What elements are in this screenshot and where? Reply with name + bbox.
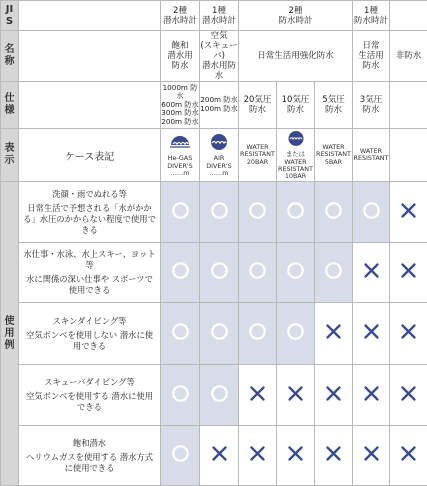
name-blank [19,31,161,82]
cell-text-line: 200m 防水 [161,117,198,126]
usage-row-3 [1,303,427,365]
cross-mark-icon [249,385,266,402]
circle-mark-icon [287,202,304,219]
mark-cell [239,303,277,365]
usage-desc-2: 水仕事・水泳、水上スキー、ヨット等 水に関係の深い仕事や スポーツで使用できる [19,243,161,303]
mark-cell [161,303,200,365]
mark-cell [390,243,427,303]
cross-mark-icon [400,445,417,462]
name-col-2 [200,31,239,82]
circle-mark-icon [325,262,342,279]
cell-text-line: 3気圧 [360,95,382,105]
usage-desc-3: スキンダイビング等 空気ボンベを使用しない 潜水に使用できる [19,303,161,365]
cell-text-line: 防水 [362,61,379,71]
name-col-6 [353,31,390,82]
display-label: 表示 [1,129,19,182]
mark-cell [239,426,277,486]
cell-text-line: 防水 [362,105,379,115]
mark-cell [200,243,239,303]
cross-mark-icon [325,445,342,462]
cell-text-line: 飽和 [171,41,188,51]
mark-cell [353,426,390,486]
mark-cell [200,182,239,243]
cell-text-line: 10気圧 [282,95,310,105]
mark-cell [315,243,353,303]
cell-text-line: 100m 防水 [200,104,237,113]
cell-text-line: RESISTANT [316,150,351,158]
helium-diver-icon [161,133,199,155]
icon-col-7 [390,129,427,182]
name-col-3 [239,31,353,82]
mark-cell [161,243,200,303]
cell-text-line: 防水 [249,105,266,115]
cross-mark-icon [400,202,417,219]
cell-text-line: 10BAR [285,172,306,180]
icon-col-2 [200,129,239,182]
circle-mark-icon [249,202,266,219]
cat-1shu-sensui [200,1,239,31]
cell-text-line: DIVER'S [167,162,192,170]
cell-text-line: 日常生活用強化防水 [257,51,334,61]
name-label: 名称 [1,31,19,82]
usage-label: 使用例 [1,182,19,486]
spec-col-7 [390,82,427,129]
mark-cell [390,365,427,426]
corner-cell [19,1,161,31]
name-col-7 [390,31,427,82]
circle-mark-icon [172,202,189,219]
usage-row-1 [1,182,427,243]
usage-desc-4: スキューバダイビング等 空気ボンベを使用する 潜水に使用できる [19,365,161,426]
spec-col-1 [161,82,200,129]
mark-cell [353,365,390,426]
cat-1shu-bousui [353,1,390,31]
cross-mark-icon [211,445,228,462]
cross-mark-icon [325,385,342,402]
cell-text-line: AIR [214,154,225,162]
cell-text-line: 防水 [287,105,304,115]
diver-alt-icon [277,130,314,151]
mark-cell [315,182,353,243]
cell-text-line: 600m 防水 [161,100,198,109]
mark-cell [200,303,239,365]
cell-text-line: 非防水 [396,51,422,61]
mark-cell [239,182,277,243]
cell-text-line: ……m [170,169,189,177]
cross-mark-icon [287,445,304,462]
mark-cell [200,426,239,486]
circle-mark-icon [172,262,189,279]
cell-text-line: 防水時計 [354,16,388,26]
spec-col-2 [200,82,239,129]
mark-cell [353,243,390,303]
spec-col-5 [315,82,353,129]
cell-text-line: または [286,150,305,158]
circle-mark-icon [363,202,380,219]
mark-cell [277,243,315,303]
icon-col-5 [315,129,353,182]
cell-text-line: 防水時計 [278,16,312,26]
cell-text-line: He-GAS [168,154,193,162]
spec-blank [19,82,161,129]
icon-col-6 [353,129,390,182]
cross-mark-icon [363,323,380,340]
mark-cell [353,303,390,365]
usage-row-5 [1,426,427,486]
cell-text-line: 防水 [325,105,342,115]
cat-2shu-bousui [239,1,353,31]
circle-mark-icon [211,323,228,340]
cross-mark-icon [325,323,342,340]
usage-desc-5: 飽和潜水 ヘリウムガスを使用する 潜水方式に使用できる [19,426,161,486]
spec-col-6 [353,82,390,129]
cell-text-line: 1種 [212,6,226,16]
cell-text-line: 20気圧 [244,95,272,105]
cell-text-line: 5BAR [325,158,342,166]
cell-text-line: 潜水時計 [163,16,197,26]
icon-col-4 [277,129,315,182]
case-label: ケース表記 [19,129,161,182]
circle-mark-icon [172,385,189,402]
cell-text-line: RESISTANT [240,150,275,158]
cell-text-line: WATER [322,143,344,151]
cell-text-line: 潜水用防水 [202,61,236,81]
cell-text-line: WATER [284,158,306,166]
circle-mark-icon [249,262,266,279]
mark-cell [277,365,315,426]
cross-mark-icon [363,445,380,462]
icon-col-1 [161,129,200,182]
spec-col-4 [277,82,315,129]
cat-empty [390,1,427,31]
mark-cell [277,426,315,486]
cell-text-line: 潜水時計 [202,16,236,26]
mark-cell [390,303,427,365]
cell-text-line: 300m 防水 [161,108,198,117]
cell-text-line: 5気圧 [322,95,344,105]
circle-mark-icon [287,323,304,340]
cell-text-line: 生活用 [358,51,384,61]
cell-text-line: ……m [209,169,228,177]
usage-row-2 [1,243,427,303]
circle-mark-icon [249,323,266,340]
mark-cell [390,182,427,243]
cross-mark-icon [363,262,380,279]
cross-mark-icon [400,323,417,340]
mark-cell [200,365,239,426]
mark-cell [161,182,200,243]
circle-mark-icon [211,202,228,219]
circle-mark-icon [172,323,189,340]
circle-mark-icon [287,262,304,279]
cell-text-line: RESISTANT [354,154,389,162]
cell-text-line: 日常 [362,41,379,51]
mark-cell [277,182,315,243]
cross-mark-icon [287,385,304,402]
cell-text-line: 潜水用 [167,51,193,61]
mark-cell [239,365,277,426]
cell-text-line: 1000m 防水 [163,83,198,101]
circle-mark-icon [211,385,228,402]
circle-mark-icon [211,262,228,279]
spec-label: 仕様 [1,82,19,129]
mark-cell [239,243,277,303]
cell-text-line: DIVER'S [206,162,231,170]
cross-mark-icon [363,385,380,402]
air-diver-icon [200,133,238,155]
mark-cell [315,303,353,365]
cell-text-line: WATER [360,147,382,155]
cell-text-line: 2種 [173,6,187,16]
cell-text-line: WATER [246,143,268,151]
jis-label: JIS [1,1,19,31]
mark-cell [390,426,427,486]
cell-text-line: 防水 [171,61,188,71]
mark-cell [161,426,200,486]
cross-mark-icon [400,262,417,279]
circle-mark-icon [325,202,342,219]
usage-row-4 [1,365,427,426]
name-col-1 [161,31,200,82]
usage-desc-1: 洗顔・雨でぬれる等 日常生活で予想される「水がかかる」水圧のかからない程度で使用できる [19,182,161,243]
mark-cell [353,182,390,243]
cell-text-line: RESISTANT [278,165,313,173]
icon-col-3 [239,129,277,182]
mark-cell [277,303,315,365]
cross-mark-icon [249,445,266,462]
spec-col-3 [239,82,277,129]
cell-text-line: 2種 [289,6,303,16]
cross-mark-icon [400,385,417,402]
cat-2shu-sensui [161,1,200,31]
cell-text-line: 200m 防水 [200,95,237,104]
circle-mark-icon [172,445,189,462]
mark-cell [315,365,353,426]
cell-text-line: 20BAR [247,158,268,166]
mark-cell [161,365,200,426]
mark-cell [315,426,353,486]
cell-text-line: 1種 [364,6,378,16]
cell-text-line: (スキューバ) [200,41,237,61]
cell-text-line: 空気 [210,31,227,41]
